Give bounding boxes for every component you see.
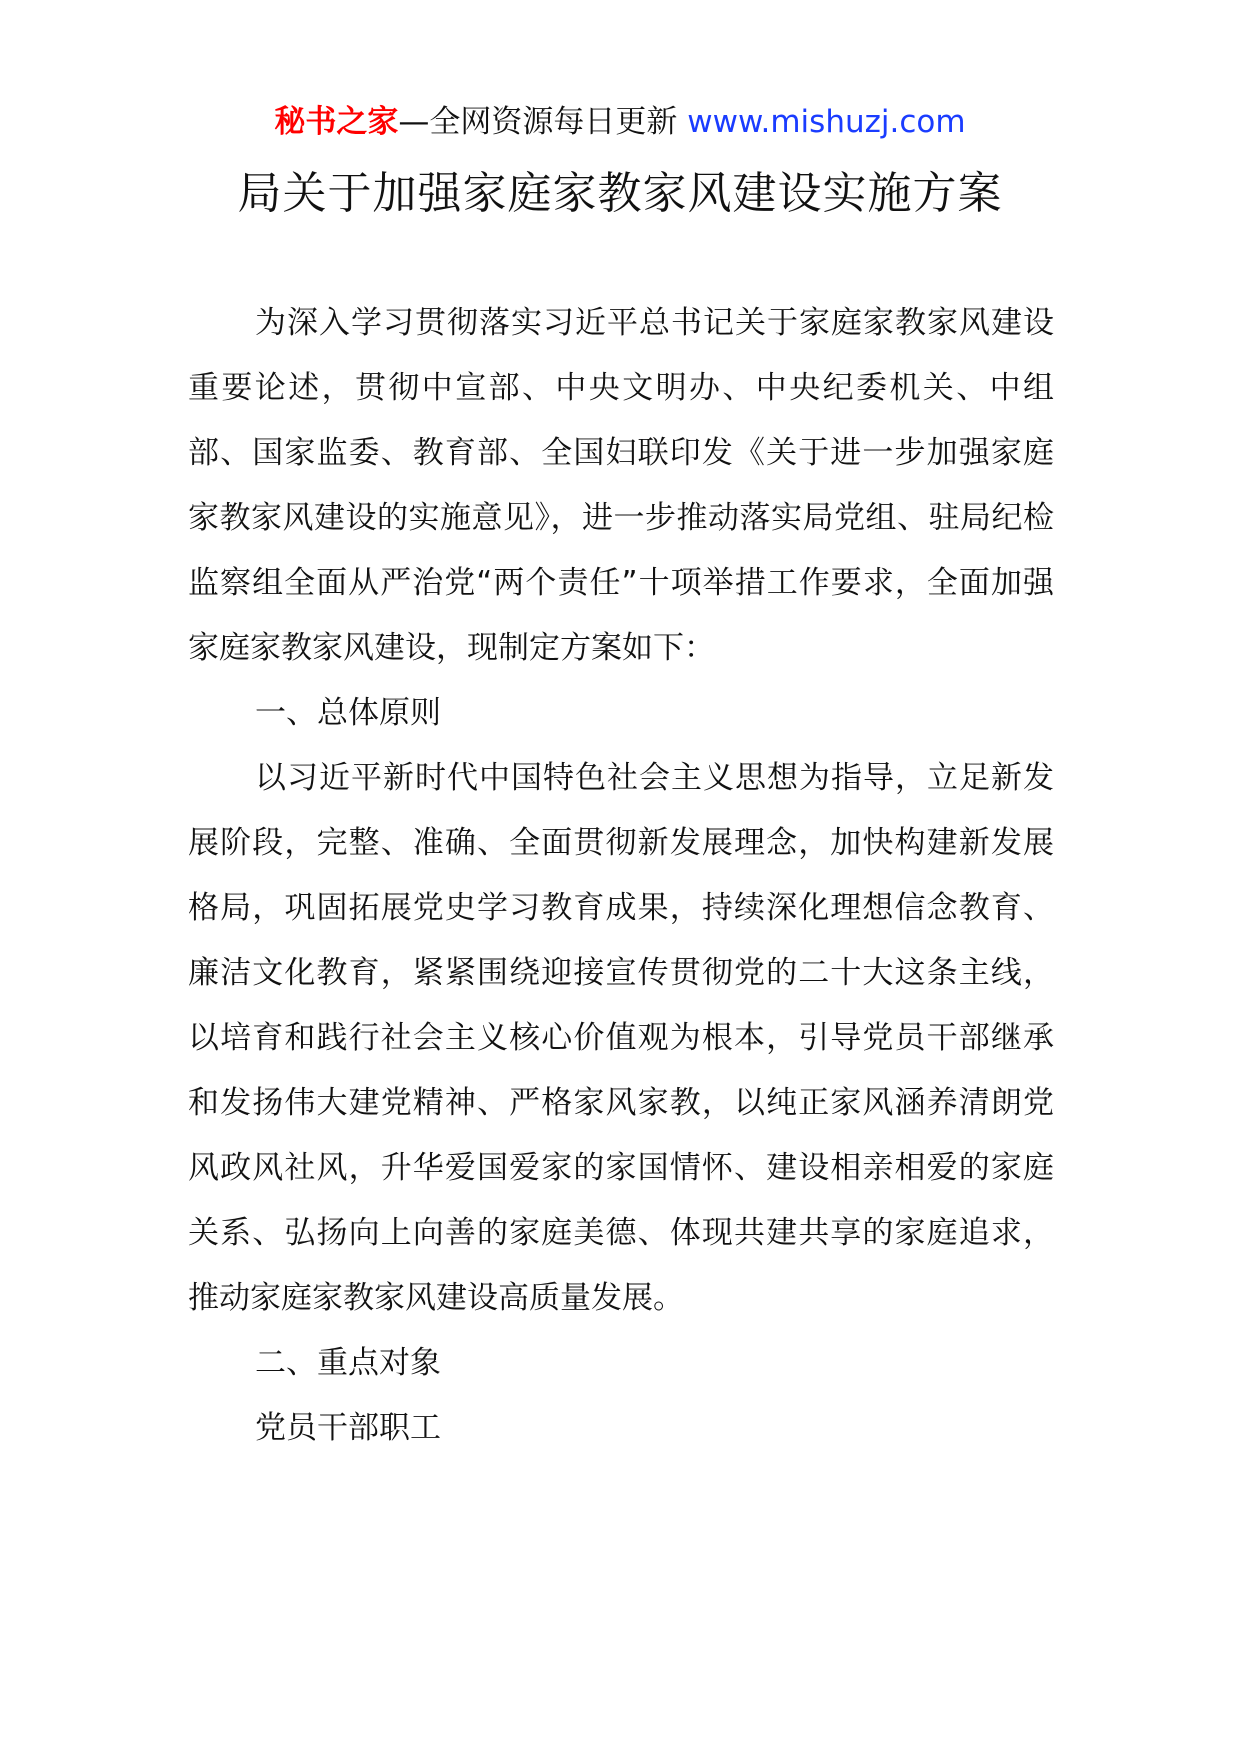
- section-text-principles: 以习近平新时代中国特色社会主义思想为指导，立足新发展阶段，完整、准确、全面贯彻新发展理念，加快构建新发展格局，巩固拓展党史学习教育成果，持续深化理想信念教育、廉洁文化教育，紧紧围绕迎接宣传贯彻党的二十大这条主线，以培育和践行社会主义核心价值观为根本，引导党员干部继承和发扬伟大建党精神、严格家风家教，以纯正家风涵养清朗党风政风社风，升华爱国爱家的家国情怀、建设相亲相爱的家庭关系、弘扬向上向善的家庭美德、体现共建共享的家庭追求，推动家庭家教家风建设高质量发展。: [188, 760, 1054, 1316]
- section-text-targets: 党员干部职工: [255, 1410, 441, 1446]
- section-heading-principles: 一、总体原则: [255, 695, 441, 731]
- site-url-link[interactable]: www.mishuzj.com: [687, 104, 966, 140]
- intro-paragraph: 为深入学习贯彻落实习近平总书记关于家庭家教家风建设重要论述，贯彻中宣部、中央文明办、中央纪委机关、中组部、国家监委、教育部、全国妇联印发《关于进一步加强家庭家教家风建设的实施意见》，进一步推动落实局党组、驻局纪检监察组全面从严治党“两个责任”十项举措工作要求，全面加强家庭家教家风建设，现制定方案如下：: [188, 305, 1054, 666]
- document-body: [188, 291, 1054, 1461]
- site-brand: 秘书之家: [274, 104, 399, 140]
- site-header: [0, 100, 1240, 144]
- document-title: 局关于加强家庭家教家风建设实施方案: [237, 168, 1003, 219]
- site-tagline: —全网资源每日更新: [398, 104, 678, 140]
- section-heading-targets: 二、重点对象: [255, 1345, 441, 1381]
